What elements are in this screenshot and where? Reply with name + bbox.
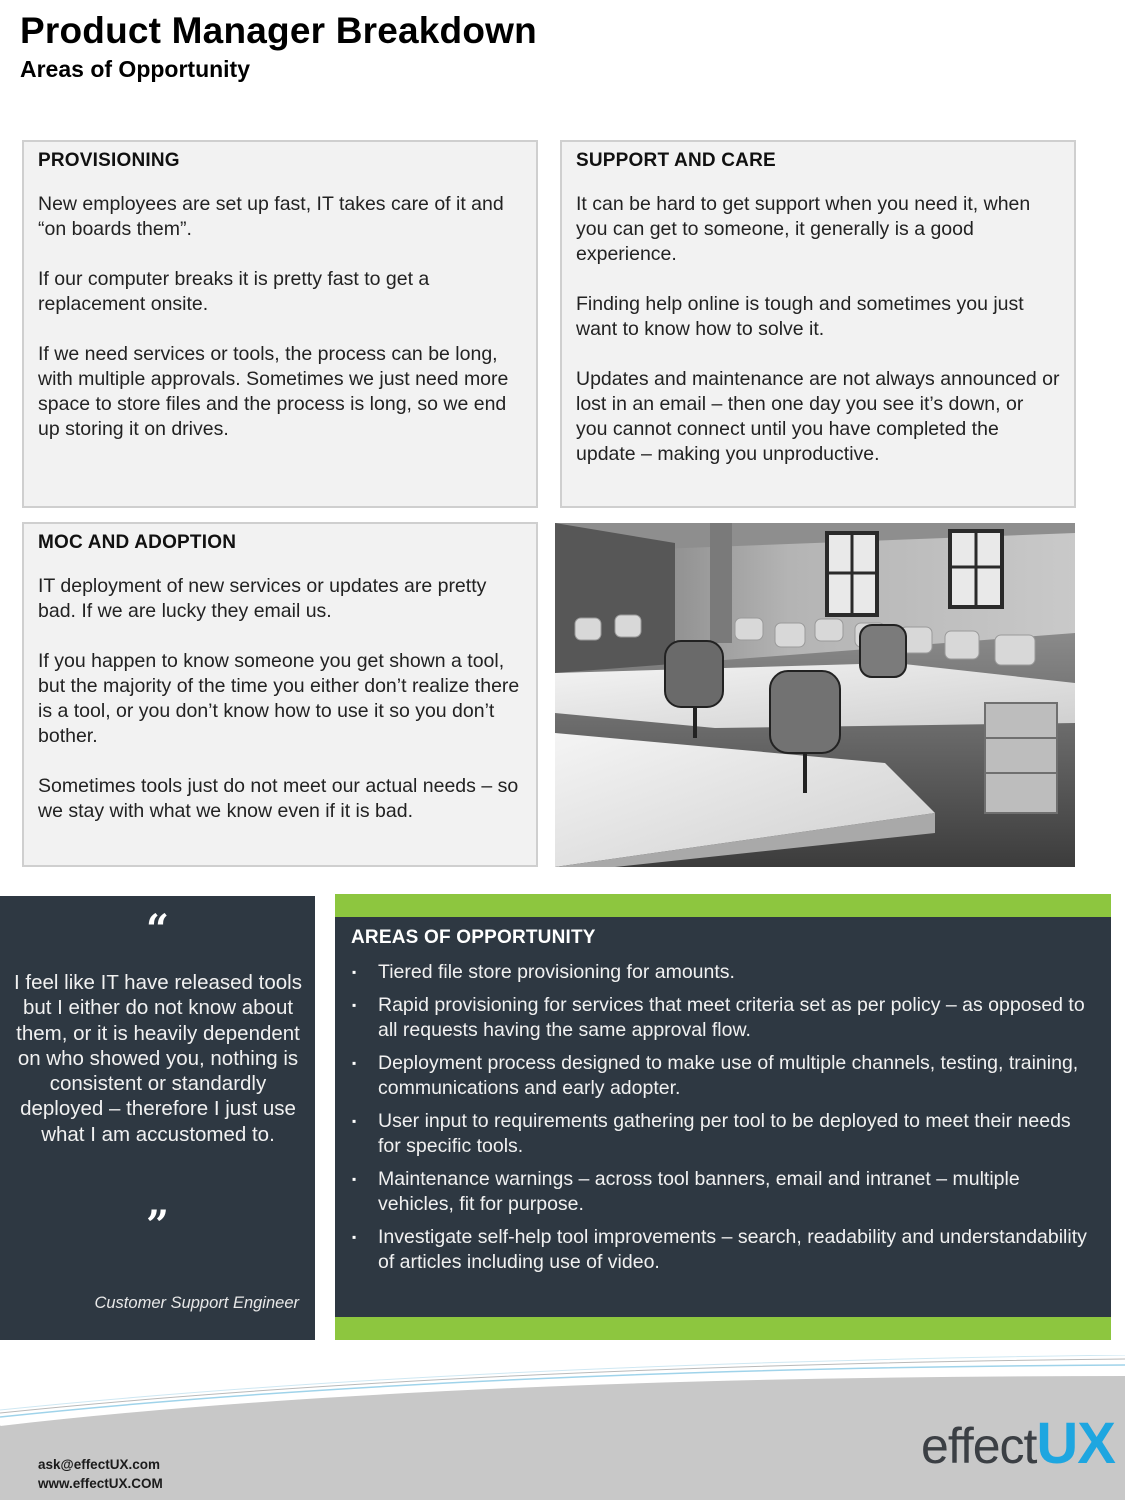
square-bullet-icon: ▪ xyxy=(352,998,357,1012)
support-paragraph: Finding help online is tough and sometimes you just want to know how to solve it. xyxy=(576,293,1024,340)
page-subtitle: Areas of Opportunity xyxy=(20,56,251,82)
square-bullet-icon: ▪ xyxy=(352,1230,357,1244)
opportunity-item-text: User input to requirements gathering per tool to be deployed to meet their needs for specific tools. xyxy=(378,1110,1071,1157)
footer-email-link[interactable]: ask@effectUX.com xyxy=(38,1457,160,1472)
opportunity-item xyxy=(351,1225,1091,1275)
page-title: Product Manager Breakdown xyxy=(20,10,537,51)
close-quote-icon: ” xyxy=(145,1202,169,1249)
opportunity-list xyxy=(351,960,1091,1283)
provisioning-paragraph: If our computer breaks it is pretty fast to get a replacement onsite. xyxy=(38,268,430,315)
logo-text-effect: effect xyxy=(921,1418,1037,1474)
square-bullet-icon: ▪ xyxy=(352,965,357,979)
effectux-logo xyxy=(921,1410,1115,1477)
opportunity-item xyxy=(351,1051,1091,1101)
support-paragraph: It can be hard to get support when you need it, when you can get to someone, it generally is a good experience. xyxy=(576,193,1031,265)
green-accent-bar-bottom xyxy=(335,1317,1111,1340)
provisioning-heading: PROVISIONING xyxy=(38,150,180,171)
moc-paragraph: Sometimes tools just do not meet our actual needs – so we stay with what we know even if it is bad. xyxy=(38,775,519,822)
open-quote-icon: “ xyxy=(145,906,169,953)
provisioning-paragraph: If we need services or tools, the process can be long, with multiple approvals. Sometimes we just need more space to store files and the process is long, so we end up storing it on drives. xyxy=(38,343,509,440)
quote-author: Customer Support Engineer xyxy=(94,1294,299,1312)
provisioning-paragraph: New employees are set up fast, IT takes care of it and “on boards them”. xyxy=(38,193,504,240)
provisioning-card xyxy=(22,140,538,508)
moc-heading: MOC AND ADOPTION xyxy=(38,532,237,553)
opportunity-item xyxy=(351,1109,1091,1159)
opportunity-heading: AREAS OF OPPORTUNITY xyxy=(351,927,596,948)
logo-text-ux: UX xyxy=(1036,1411,1115,1476)
support-heading: SUPPORT AND CARE xyxy=(576,150,776,171)
square-bullet-icon: ▪ xyxy=(352,1172,357,1186)
opportunity-item-text: Investigate self-help tool improvements – search, readability and understandability of articles including use of video. xyxy=(378,1226,1087,1273)
opportunity-item xyxy=(351,993,1091,1043)
opportunity-item xyxy=(351,960,1091,985)
moc-card xyxy=(22,522,538,867)
green-accent-bar-top xyxy=(335,894,1111,917)
opportunity-item-text: Tiered file store provisioning for amounts. xyxy=(378,961,735,983)
square-bullet-icon: ▪ xyxy=(352,1114,357,1128)
moc-paragraph: IT deployment of new services or updates are pretty bad. If we are lucky they email us. xyxy=(38,575,487,622)
opportunity-item-text: Rapid provisioning for services that meet criteria set as per policy – as opposed to all requests having the same approval flow. xyxy=(378,994,1085,1041)
square-bullet-icon: ▪ xyxy=(352,1056,357,1070)
quote-panel xyxy=(0,896,315,1340)
opportunity-item xyxy=(351,1167,1091,1217)
opportunity-item-text: Deployment process designed to make use of multiple channels, testing, training, communications and early adopter. xyxy=(378,1052,1079,1099)
footer-website-link[interactable]: www.effectUX.COM xyxy=(38,1476,163,1491)
office-photo xyxy=(555,523,1075,867)
support-card xyxy=(560,140,1076,508)
support-paragraph: Updates and maintenance are not always announced or lost in an email – then one day you see it’s down, or you cannot connect until you have completed the update – making you unproductive. xyxy=(576,368,1060,465)
moc-paragraph: If you happen to know someone you get shown a tool, but the majority of the time you either don’t realize there is a tool, or you don’t know how to use it so you don’t bother. xyxy=(38,650,520,747)
opportunity-item-text: Maintenance warnings – across tool banners, email and intranet – multiple vehicles, fit for purpose. xyxy=(378,1168,1020,1215)
opportunity-panel xyxy=(335,894,1111,1340)
quote-text: I feel like IT have released tools but I either do not know about them, or it is heavily dependent on who showed you, nothing is consistent or standardly deployed – therefore I just use what I am accustomed to. xyxy=(14,971,302,1146)
